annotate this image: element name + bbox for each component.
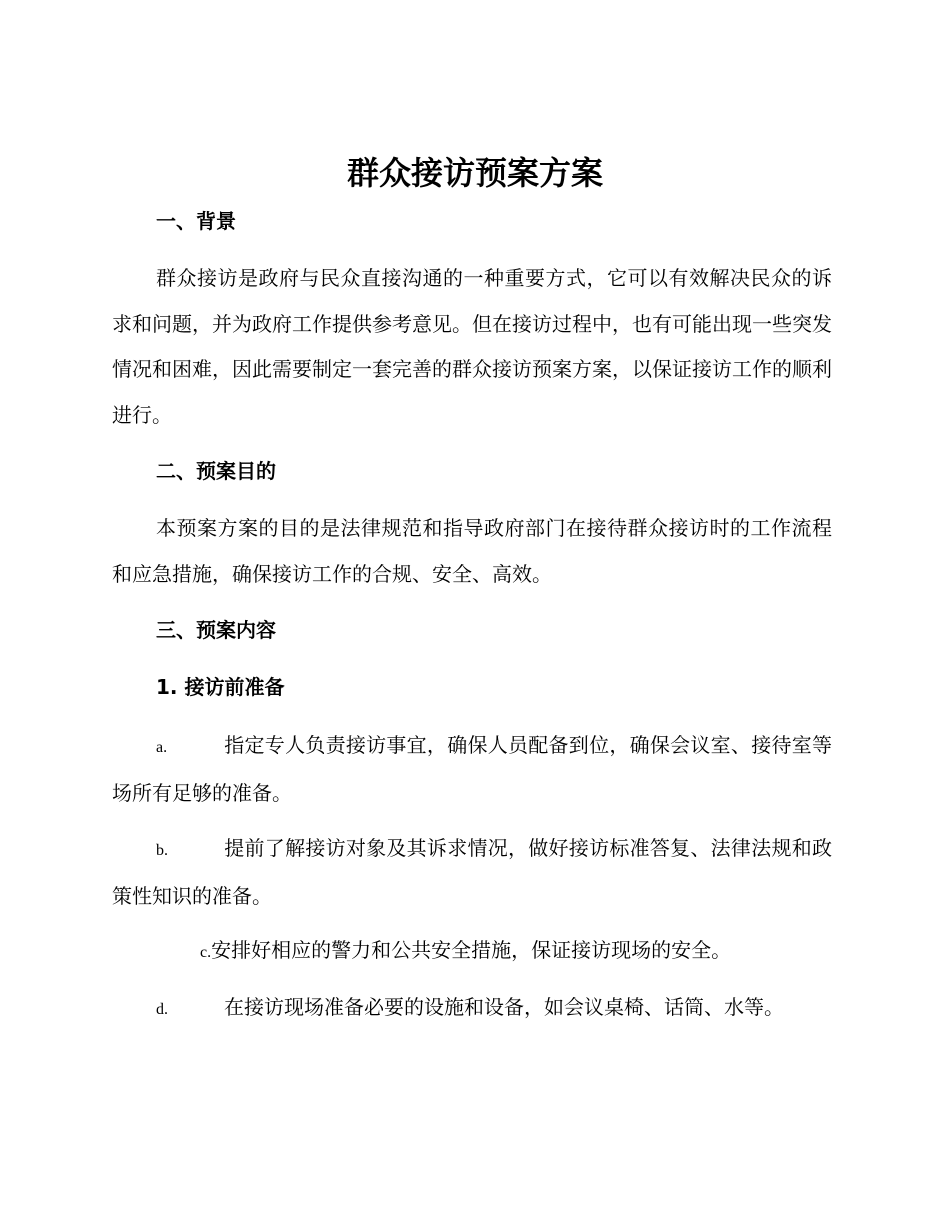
- purpose-paragraph: 本预案方案的目的是法律规范和指导政府部门在接待群众接访时的工作流程和应急措施，确保接访工作的合规、安全、高效。: [112, 516, 832, 586]
- section-heading-background: 一、背景: [156, 209, 236, 233]
- subsection-heading-preparation: 1. 接访前准备: [156, 675, 285, 699]
- list-item-c: [112, 928, 832, 976]
- section-heading-content: 三、预案内容: [156, 618, 276, 642]
- list-item-text: 在接访现场准备必要的设施和设备，如会议桌椅、话筒、水等。: [224, 995, 784, 1019]
- list-item-d: [112, 985, 832, 1033]
- list-item-text: 安排好相应的警力和公共安全措施，保证接访现场的安全。: [211, 938, 732, 962]
- list-item-b: [112, 826, 832, 919]
- background-paragraph: 群众接访是政府与民众直接沟通的一种重要方式，它可以有效解决民众的诉求和问题，并为政府工作提供参考意见。但在接访过程中，也有可能出现一些突发情况和困难，因此需要制定一套完善的群众接访预案方案，以保证接访工作的顺利进行。: [112, 266, 832, 427]
- list-marker: b.: [156, 842, 168, 859]
- list-item-a: [112, 723, 832, 816]
- list-marker: d.: [156, 1001, 168, 1018]
- section-heading-purpose: 二、预案目的: [156, 459, 276, 483]
- list-marker: a.: [156, 739, 168, 756]
- document-title: 群众接访预案方案: [346, 154, 603, 192]
- list-item-text: 指定专人负责接访事宜，确保人员配备到位，确保会议室、接待室等场所有足够的准备。: [112, 733, 832, 805]
- list-item-text: 提前了解接访对象及其诉求情况，做好接访标准答复、法律法规和政策性知识的准备。: [112, 836, 832, 908]
- list-marker: c.: [200, 944, 212, 961]
